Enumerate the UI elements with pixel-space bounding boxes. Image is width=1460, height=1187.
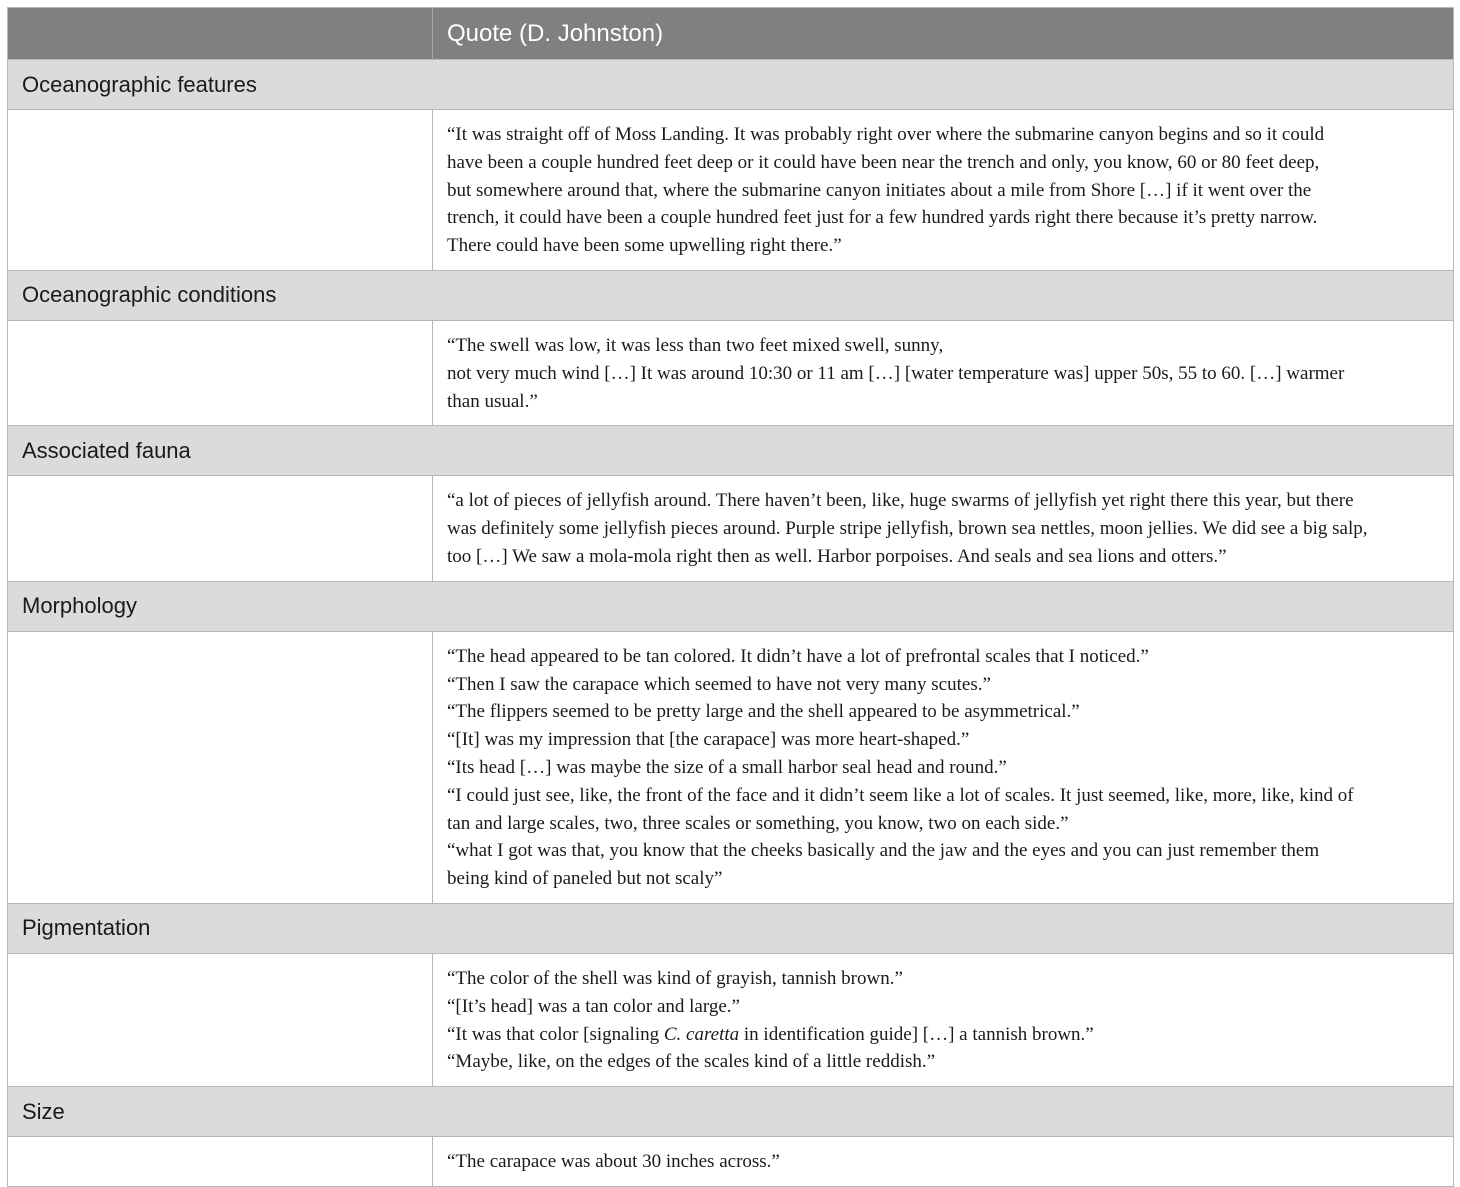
section-title: Associated fauna bbox=[8, 426, 1454, 476]
quote-line: than usual.” bbox=[447, 390, 538, 412]
section-title: Size bbox=[8, 1087, 1454, 1137]
quote-cell bbox=[433, 476, 1454, 581]
section-row-size bbox=[8, 1087, 1454, 1137]
quote-line: “The flippers seemed to be pretty large and the shell appeared to be asymmetrical.” bbox=[447, 701, 1080, 723]
header-cell-empty bbox=[8, 8, 433, 60]
quote-line: “I could just see, like, the front of the face and it didn’t seem like a lot of scales. It just seemed, like, more, like, kind of bbox=[447, 784, 1354, 806]
quote-line: “[It’s head] was a tan color and large.” bbox=[447, 995, 740, 1017]
section-row-oceanographic-features bbox=[8, 60, 1454, 110]
header-quote: Quote (D. Johnston) bbox=[433, 8, 1454, 60]
quote-line: “a lot of pieces of jellyfish around. There haven’t been, like, huge swarms of jellyfish yet right there this year, but there bbox=[447, 490, 1354, 512]
empty-cell bbox=[8, 320, 433, 425]
section-row-morphology bbox=[8, 581, 1454, 631]
quote-text: “It was that color [signaling bbox=[447, 1023, 664, 1045]
quote-line: not very much wind […] It was around 10:30 or 11 am […] [water temperature was] upper 50s, 55 to 60. […] warmer bbox=[447, 362, 1345, 384]
quote-cell bbox=[433, 953, 1454, 1086]
section-title: Morphology bbox=[8, 581, 1454, 631]
quote-line: too […] We saw a mola-mola right then as well. Harbor porpoises. And seals and sea lions and otters.” bbox=[447, 545, 1227, 567]
quote-line: “The head appeared to be tan colored. It didn’t have a lot of prefrontal scales that I noticed.” bbox=[447, 645, 1149, 667]
quote-cell bbox=[433, 631, 1454, 903]
quote-line: “It was straight off of Moss Landing. It was probably right over where the submarine canyon begins and so it could bbox=[447, 124, 1325, 145]
quote-line: tan and large scales, two, three scales or something, you know, two on each side.” bbox=[447, 812, 1069, 834]
section-title: Oceanographic features bbox=[8, 60, 1454, 110]
quote-row bbox=[8, 953, 1454, 1086]
section-title: Oceanographic conditions bbox=[8, 270, 1454, 320]
quote-row bbox=[8, 320, 1454, 425]
quote-row bbox=[8, 476, 1454, 581]
quote-cell bbox=[433, 1137, 1454, 1187]
quote-text: in identification guide] […] a tannish brown.” bbox=[739, 1023, 1094, 1045]
quote-row bbox=[8, 1137, 1454, 1187]
quote-line: There could have been some upwelling right there.” bbox=[447, 235, 842, 257]
quote-line: “what I got was that, you know that the cheeks basically and the jaw and the eyes and you can just remember them bbox=[447, 840, 1320, 862]
quote-line: “Then I saw the carapace which seemed to have not very many scutes.” bbox=[447, 673, 991, 695]
section-row-associated-fauna bbox=[8, 426, 1454, 476]
quote-cell bbox=[433, 110, 1454, 271]
empty-cell bbox=[8, 953, 433, 1086]
empty-cell bbox=[8, 110, 433, 271]
header-row bbox=[8, 8, 1454, 60]
quote-row bbox=[8, 631, 1454, 903]
quote-line: “Maybe, like, on the edges of the scales kind of a little reddish.” bbox=[447, 1051, 936, 1073]
quote-line: “The swell was low, it was less than two feet mixed swell, sunny, bbox=[447, 334, 944, 356]
empty-cell bbox=[8, 631, 433, 903]
quote-cell bbox=[433, 320, 1454, 425]
quote-line: “Its head […] was maybe the size of a small harbor seal head and round.” bbox=[447, 756, 1007, 778]
empty-cell bbox=[8, 1137, 433, 1187]
quote-line: trench, it could have been a couple hundred feet just for a few hundred yards right there because it’s pretty narrow. bbox=[447, 207, 1318, 229]
section-title: Pigmentation bbox=[8, 903, 1454, 953]
quotes-table bbox=[7, 7, 1454, 1187]
quote-line: “The color of the shell was kind of grayish, tannish brown.” bbox=[447, 967, 903, 989]
section-row-oceanographic-conditions bbox=[8, 270, 1454, 320]
quote-line: “[It] was my impression that [the carapace] was more heart-shaped.” bbox=[447, 729, 970, 751]
quote-line: “The carapace was about 30 inches across.” bbox=[447, 1151, 780, 1173]
quote-line: was definitely some jellyfish pieces around. Purple stripe jellyfish, brown sea nettles, moon jellies. We did see a big salp, bbox=[447, 518, 1368, 540]
empty-cell bbox=[8, 476, 433, 581]
species-name: C. caretta bbox=[663, 1023, 740, 1045]
section-row-pigmentation bbox=[8, 903, 1454, 953]
quote-row bbox=[8, 110, 1454, 271]
quote-line: but somewhere around that, where the submarine canyon initiates about a mile from Shore […] if it went over the bbox=[447, 179, 1312, 201]
quote-line-species bbox=[447, 1021, 1439, 1049]
quote-line: have been a couple hundred feet deep or it could have been near the trench and only, you know, 60 or 80 feet deep, bbox=[447, 151, 1320, 173]
quote-line: being kind of paneled but not scaly” bbox=[447, 868, 723, 890]
